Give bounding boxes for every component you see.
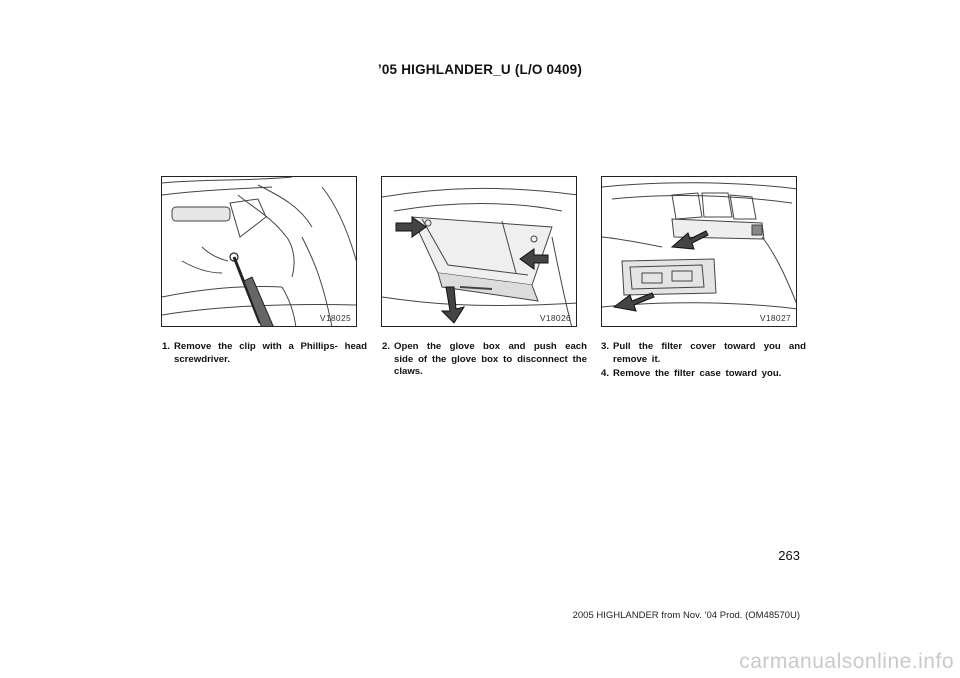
step-number: 2.	[382, 341, 391, 352]
figure-code: V18025	[319, 313, 351, 323]
figure-glove-box	[381, 176, 577, 327]
page-header: ’05 HIGHLANDER_U (L/O 0409)	[377, 62, 583, 77]
step-4	[601, 368, 806, 381]
step-number: 3.	[601, 341, 610, 352]
step-1	[162, 341, 367, 366]
step-3	[601, 341, 806, 366]
step-number: 1.	[162, 341, 171, 352]
page-number: 263	[778, 548, 800, 563]
figure-remove-clip	[161, 176, 357, 327]
filter-cover-illustration	[602, 177, 797, 327]
step-text: Open the glove box and push each side of the glove box to disconnect the claws.	[394, 341, 587, 377]
figure-code: V18027	[759, 313, 791, 323]
watermark: carmanualsonline.info	[739, 650, 954, 673]
step-2	[382, 341, 587, 379]
screwdriver-clip-illustration	[162, 177, 357, 327]
page-footer: 2005 HIGHLANDER from Nov. ’04 Prod. (OM48570U)	[572, 610, 800, 621]
figure-code: V18026	[539, 313, 571, 323]
glove-box-illustration	[382, 177, 577, 327]
step-text: Remove the filter case toward you.	[613, 368, 782, 379]
remove-case-arrow-icon	[614, 293, 654, 311]
figure-filter-cover	[601, 176, 797, 327]
step-text: Remove the clip with a Phillips- head screwdriver.	[174, 341, 367, 365]
step-number: 4.	[601, 368, 610, 379]
step-text: Pull the filter cover toward you and remove it.	[613, 341, 806, 365]
